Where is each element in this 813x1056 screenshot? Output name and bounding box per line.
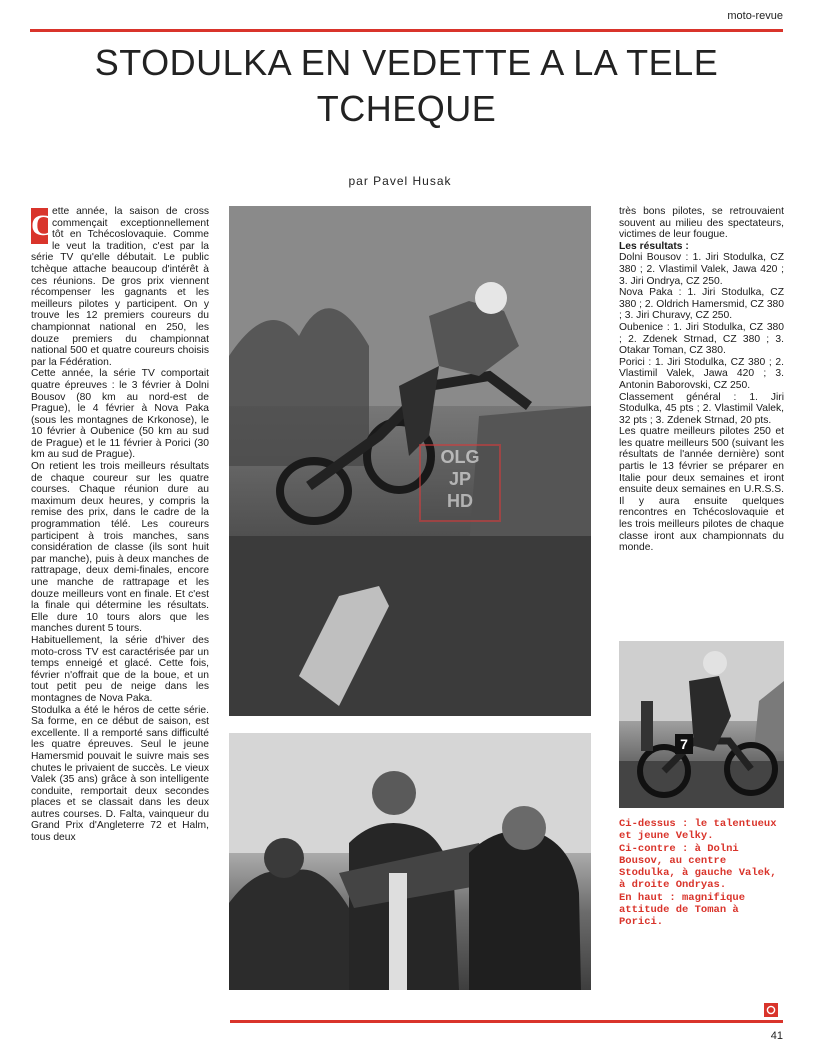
result-item: Classement général : 1. Jiri Stodulka, 45 pts ; 2. Vlastimil Valek, 32 pts ; 3. Zdenek Strnad, 20 pts. xyxy=(619,391,784,426)
paragraph: Stodulka a été le héros de cette série. Sa forme, en ce début de saison, est excellente. Il a remporté sans difficulté les quatre épreuves. Seul le jeune Hamersmid pouvait le suivre mais ses chutes le privaient de succès. Le vieux Valek (35 ans) grâce à son intelligente conduite, remportait deux secondes places et se classait dans les deux autres courses. D. Falta, vainqueur du Grand Prix d'Angleterre 72 et Halm, tous deux xyxy=(31,704,209,844)
magazine-header-label: moto-revue xyxy=(727,10,783,22)
page-number: 41 xyxy=(770,1030,783,1042)
paragraph: Habituellement, la série d'hiver des moto-cross TV est caractérisée par un temps enneigé et glacé. Cette fois, février n'offrait que de la boue, et un tout petit peu de neige dans les montagnes de Nova Paka. xyxy=(31,634,209,704)
paragraph: Les quatre meilleurs pilotes 250 et les quatre meilleurs 500 (suivant les résultats de l'année dernière) sont partis le 13 février se préparer en Italie pour deux semaines et iront ensuite deux semaines en U.R.S.S. Il y aura ensuite quelques rencontres en Tchécoslovaquie et les trois meilleurs pilotes de chaque classe iront aux championnats du monde. xyxy=(619,426,784,554)
rider-scene-illustration xyxy=(619,641,784,808)
watermark-line: HD xyxy=(447,491,473,511)
watermark-badge xyxy=(419,444,501,522)
caption-line: Ci-contre : à Dolni Bousov, au centre Stodulka, à gauche Valek, à droite Ondryas. xyxy=(619,842,777,892)
magazine-logo-icon xyxy=(764,1003,778,1017)
photo-podium-riders xyxy=(229,733,591,990)
paragraph: ette année, la saison de cross commençait exceptionnellement tôt en Tchécoslovaquie. Comme le veut la tradition, c'est par la série TV qu'elle débutait. Le public tchèque attache beaucoup d'intérêt à ces réunions. De gros prix viennent récompenser les gagnants et les meilleurs pilotes y participent. On y trouve les 12 premiers coureurs du championnat national en 250, les douze premiers du championnat national 500 et quatre coureurs choisis par la Fédération. xyxy=(31,206,209,368)
drop-cap: C xyxy=(31,209,53,242)
article-byline: par Pavel Husak xyxy=(348,174,452,188)
jump-scene-illustration xyxy=(229,206,591,716)
watermark-line: OLG xyxy=(440,447,480,467)
article-column-1 xyxy=(31,206,209,1016)
result-item: Nova Paka : 1. Jiri Stodulka, CZ 380 ; 2. Oldrich Hamersmid, CZ 380 ; 3. Jiri Churavy, CZ 250. xyxy=(619,287,784,322)
bottom-divider xyxy=(230,1020,783,1023)
podium-scene-illustration xyxy=(229,733,591,990)
target-icon xyxy=(766,1005,776,1015)
article-title: STODULKA EN VEDETTE A LA TELE TCHEQUE xyxy=(94,42,719,129)
results-heading: Les résultats : xyxy=(619,240,689,252)
result-item: Oubenice : 1. Jiri Stodulka, CZ 380 ; 2. Zdenek Strnad, CZ 380 ; 3. Otakar Toman, CZ 380. xyxy=(619,321,784,357)
bike-number-plate: 7 xyxy=(675,734,693,754)
result-item: Dolni Bousov : 1. Jiri Stodulka, CZ 380 ; 2. Vlastimil Valek, Jawa 420 ; 3. Jiri Ondrya, CZ 250. xyxy=(619,252,784,287)
watermark-line: JP xyxy=(448,469,472,489)
photo-motocross-jump xyxy=(229,206,591,716)
paragraph: très bons pilotes, se retrouvaient souvent au milieu des spectateurs, victimes de leur fougue. xyxy=(619,206,784,241)
article-column-3 xyxy=(619,206,784,636)
paragraph: Cette année, la série TV comportait quatre épreuves : le 3 février à Dolni Bousov (80 km au nord-est de Prague), le 4 février à Nova Paka (sous les montagnes de Krkonose), le 10 février à Oubenice (50 km au sud de Prague) et le 11 février à Porici (30 km au sud de Prague). xyxy=(31,368,209,461)
caption-line: Ci-dessus : le talentueux et jeune Velky. xyxy=(619,818,777,843)
photo-rider-velky xyxy=(619,641,784,808)
caption-line: En haut : magnifique attitude de Toman à Porici. xyxy=(619,891,746,929)
top-divider xyxy=(30,29,783,32)
photo-caption xyxy=(619,818,787,929)
paragraph: On retient les trois meilleurs résultats de chaque coureur sur les quatre courses. Chaque réunion dure au maximum deux heures, y compris la remise des prix, dans le cadre de la programmation télé. Les coureurs participent à trois manches, sans considération de classe (ils sont huit par manche), puis à deux manches de rattrapage, deux demi-finales, encore une manche de rattrapage et les douze meilleurs vont en finale. Et c'est la finale qui détermine les résultats. Elle dure 10 tours alors que les manches durent 5 tours. xyxy=(31,461,209,635)
result-item: Porici : 1. Jiri Stodulka, CZ 380 ; 2. Vlastimil Valek, Jawa 420 ; 3. Antonin Baborovski, CZ 250. xyxy=(619,356,784,391)
